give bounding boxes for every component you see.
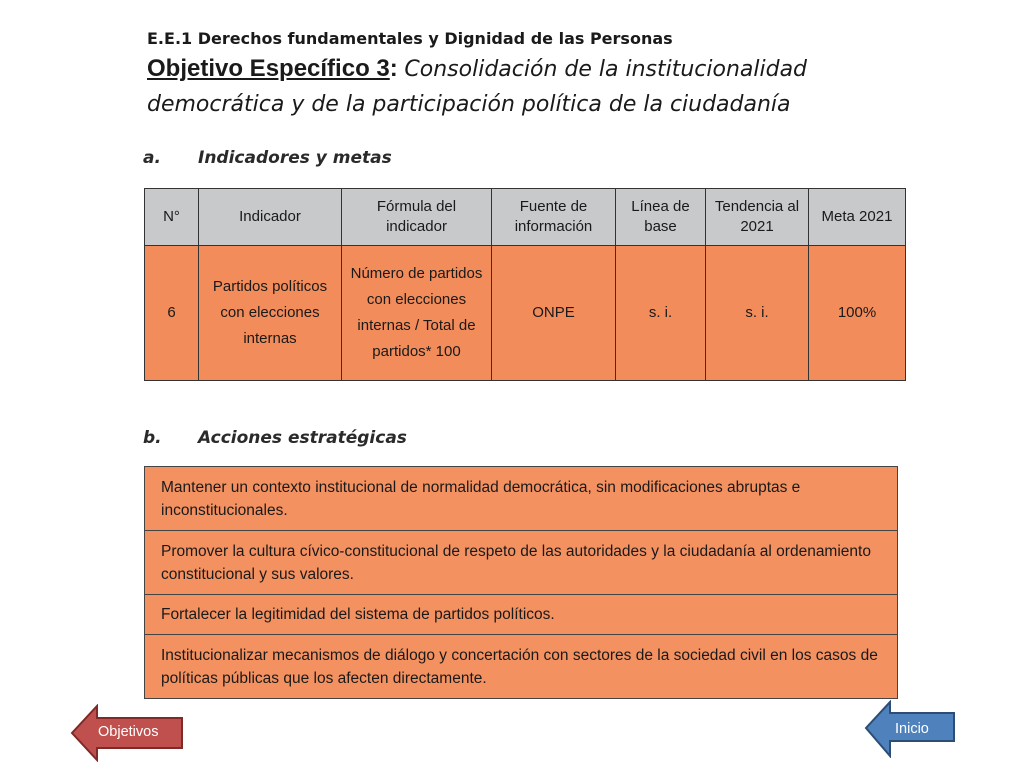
back-button-label: Objetivos — [98, 724, 159, 740]
section-letter: b. — [143, 428, 162, 448]
action-item: Promover la cultura cívico-constitucional de respeto de las autoridades y la ciudadanía al ordenamiento constitucional y sus valores. — [145, 531, 898, 595]
objetivos-back-button[interactable] — [70, 704, 186, 762]
cell-number: 6 — [145, 246, 199, 381]
strategic-actions-table — [144, 466, 898, 699]
action-item: Mantener un contexto institucional de normalidad democrática, sin modificaciones abruptas e inconstitucionales. — [145, 467, 898, 531]
table-row — [145, 635, 898, 699]
col-header-baseline: Línea de base — [616, 189, 706, 246]
action-item: Fortalecer la legitimidad del sistema de partidos políticos. — [145, 595, 898, 635]
col-header-formula: Fórmula del indicador — [342, 189, 492, 246]
table-row — [145, 531, 898, 595]
objective-colon: : — [389, 55, 398, 82]
col-header-target: Meta 2021 — [809, 189, 906, 246]
table-row — [145, 246, 906, 381]
cell-baseline: s. i. — [616, 246, 706, 381]
section-heading-actions — [143, 428, 407, 448]
section-letter: a. — [143, 148, 161, 168]
slide-header — [147, 28, 947, 122]
slide-subtitle: E.E.1 Derechos fundamentales y Dignidad de las Personas — [147, 29, 673, 48]
indicators-table — [144, 188, 906, 381]
cell-source: ONPE — [492, 246, 616, 381]
col-header-source: Fuente de información — [492, 189, 616, 246]
objective-description: Consolidación de la institucionalidad democrática y de la participación política de la ciudadanía — [147, 57, 808, 117]
cell-formula: Número de partidos con elecciones internas / Total de partidos* 100 — [342, 246, 492, 381]
col-header-trend: Tendencia al 2021 — [706, 189, 809, 246]
col-header-indicator: Indicador — [199, 189, 342, 246]
section-heading-indicators — [143, 148, 392, 168]
cell-target: 100% — [809, 246, 906, 381]
cell-indicator: Partidos políticos con elecciones internas — [199, 246, 342, 381]
inicio-home-button[interactable] — [864, 700, 956, 758]
section-title: Acciones estratégicas — [198, 428, 407, 448]
table-header-row — [145, 189, 906, 246]
objective-title — [147, 52, 947, 122]
home-button-label: Inicio — [895, 721, 929, 737]
objective-lead: Objetivo Específico 3 — [147, 55, 390, 82]
table-row — [145, 467, 898, 531]
action-item: Institucionalizar mecanismos de diálogo y concertación con sectores de la sociedad civil en los casos de políticas públicas que los afecten directamente. — [145, 635, 898, 699]
col-header-number: N° — [145, 189, 199, 246]
table-row — [145, 595, 898, 635]
cell-trend: s. i. — [706, 246, 809, 381]
section-title: Indicadores y metas — [198, 148, 392, 168]
